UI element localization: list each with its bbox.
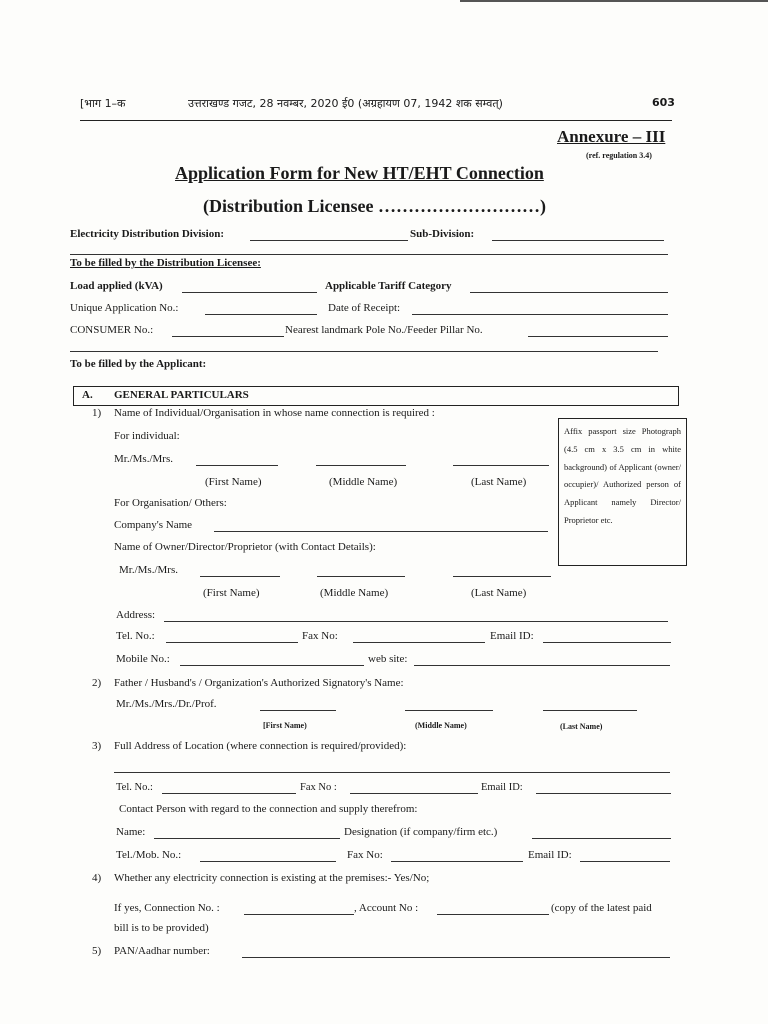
- q2-salutation-label: Mr./Ms./Mrs./Dr./Prof.: [116, 698, 217, 710]
- middle-name-field[interactable]: [316, 465, 406, 466]
- address-field[interactable]: [164, 621, 668, 622]
- q2-number: 2): [92, 677, 102, 689]
- receipt-field[interactable]: [412, 314, 668, 315]
- annexure-ref: (ref. regulation 3.4): [586, 151, 652, 160]
- header-rule: [80, 120, 672, 121]
- email-label: Email ID:: [490, 630, 534, 642]
- pan-aadhar-label: PAN/Aadhar number:: [114, 945, 210, 957]
- contact-person-label: Contact Person with regard to the connection and supply therefrom:: [119, 803, 418, 815]
- account-no-field[interactable]: [437, 914, 549, 915]
- q3-tel-field[interactable]: [162, 793, 296, 794]
- subdivision-label: Sub-Division:: [410, 228, 475, 240]
- mobile-field[interactable]: [180, 665, 364, 666]
- page-number: 603: [652, 96, 675, 109]
- owner-salutation-label: Mr./Ms./Mrs.: [119, 564, 178, 576]
- form-subtitle: (Distribution Licensee ………………………): [203, 196, 546, 216]
- website-field[interactable]: [414, 665, 670, 666]
- fax-label: Fax No:: [302, 630, 338, 642]
- unique-no-field[interactable]: [205, 314, 317, 315]
- q3-number: 3): [92, 740, 102, 752]
- contact-name-label: Name:: [116, 826, 146, 838]
- licensee-heading: To be filled by the Distribution Licensee:: [70, 257, 261, 269]
- q3-text: Full Address of Location (where connection is required/provided):: [114, 740, 407, 752]
- pan-aadhar-field[interactable]: [242, 957, 670, 958]
- q5-number: 5): [92, 945, 102, 957]
- form-title: Application Form for New HT/EHT Connection: [175, 163, 544, 183]
- fax-field[interactable]: [353, 642, 485, 643]
- q2-middle-name-field[interactable]: [405, 710, 493, 711]
- q2-first-name-field[interactable]: [260, 710, 336, 711]
- owner-middle-caption: (Middle Name): [320, 587, 389, 599]
- q3-email2-label: Email ID:: [528, 849, 572, 861]
- division-label: Electricity Distribution Division:: [70, 228, 224, 240]
- designation-label: Designation (if company/firm etc.): [344, 826, 498, 838]
- email-field[interactable]: [543, 642, 671, 643]
- division-field[interactable]: [250, 240, 408, 241]
- contact-name-field[interactable]: [154, 838, 340, 839]
- for-individual-label: For individual:: [114, 430, 180, 442]
- bill-provided-text: bill is to be provided): [114, 922, 209, 934]
- divider: [70, 351, 658, 352]
- account-no-label: , Account No :: [354, 902, 419, 914]
- tel-field[interactable]: [166, 642, 298, 643]
- tariff-label: Applicable Tariff Category: [325, 280, 452, 292]
- q4-number: 4): [92, 872, 102, 884]
- q3-fax2-label: Fax No:: [347, 849, 383, 861]
- designation-field[interactable]: [532, 838, 671, 839]
- header-gazette: उत्तराखण्ड गजट, 28 नवम्बर, 2020 ई0 (अग्रहायण 07, 1942 शक सम्वत्): [188, 97, 503, 110]
- owner-first-caption: (First Name): [203, 587, 260, 599]
- consumer-no-label: CONSUMER No.:: [70, 324, 154, 336]
- salutation-label: Mr./Ms./Mrs.: [114, 453, 173, 465]
- address-label: Address:: [116, 609, 156, 621]
- mobile-label: Mobile No.:: [116, 653, 170, 665]
- unique-no-label: Unique Application No.:: [70, 302, 179, 314]
- first-name-field[interactable]: [196, 465, 278, 466]
- q3-fax-field[interactable]: [350, 793, 478, 794]
- q1-number: 1): [92, 407, 102, 419]
- telmob-field[interactable]: [200, 861, 336, 862]
- photo-box: Affix passport size Photograph (4.5 cm x 3.5 cm in white background) of Applicant (owner/ occupier)/ Authorized person of Applicant namely Director/ Proprietor etc.: [558, 418, 687, 566]
- page-top-rule: [460, 0, 768, 2]
- tel-label: Tel. No.:: [116, 630, 155, 642]
- owner-middle-name-field[interactable]: [317, 576, 405, 577]
- load-applied-label: Load applied (kVA): [70, 280, 163, 292]
- q2-first-caption: [First Name): [263, 721, 307, 730]
- company-name-label: Company's Name: [114, 519, 193, 531]
- header-part: [भाग 1–क: [80, 97, 126, 110]
- q2-middle-caption: (Middle Name): [415, 721, 467, 730]
- applicant-heading: To be filled by the Applicant:: [70, 358, 207, 370]
- q2-last-name-field[interactable]: [543, 710, 637, 711]
- q3-email2-field[interactable]: [580, 861, 670, 862]
- telmob-label: Tel./Mob. No.:: [116, 849, 182, 861]
- q3-email-field[interactable]: [536, 793, 671, 794]
- q2-last-caption: (Last Name): [560, 722, 603, 731]
- q4-text: Whether any electricity connection is existing at the premises:- Yes/No;: [114, 872, 430, 884]
- for-org-label: For Organisation/ Others:: [114, 497, 227, 509]
- q2-text: Father / Husband's / Organization's Authorized Signatory's Name:: [114, 677, 404, 689]
- owner-last-caption: (Last Name): [471, 587, 527, 599]
- divider: [70, 254, 668, 255]
- website-label: web site:: [368, 653, 408, 665]
- landmark-label: Nearest landmark Pole No./Feeder Pillar No.: [285, 324, 483, 336]
- location-address-field[interactable]: [114, 772, 670, 773]
- company-name-field[interactable]: [214, 531, 548, 532]
- section-a-letter: A.: [82, 389, 93, 401]
- section-a-title: GENERAL PARTICULARS: [114, 389, 249, 401]
- q3-tel-label: Tel. No.:: [116, 782, 153, 793]
- middle-name-caption: (Middle Name): [329, 476, 398, 488]
- landmark-field[interactable]: [528, 336, 668, 337]
- consumer-no-field[interactable]: [172, 336, 284, 337]
- first-name-caption: (First Name): [205, 476, 262, 488]
- q1-text: Name of Individual/Organisation in whose name connection is required :: [114, 407, 435, 419]
- owner-first-name-field[interactable]: [200, 576, 280, 577]
- annexure-title: Annexure – III: [557, 127, 666, 146]
- q3-fax2-field[interactable]: [391, 861, 523, 862]
- copy-bill-text: (copy of the latest paid: [551, 902, 652, 914]
- tariff-field[interactable]: [470, 292, 668, 293]
- owner-last-name-field[interactable]: [453, 576, 551, 577]
- last-name-field[interactable]: [453, 465, 549, 466]
- last-name-caption: (Last Name): [471, 476, 527, 488]
- receipt-label: Date of Receipt:: [328, 302, 401, 314]
- q3-fax-label: Fax No :: [300, 782, 337, 793]
- connection-no-label: If yes, Connection No. :: [114, 902, 220, 914]
- q3-email-label: Email ID:: [481, 782, 523, 793]
- subdivision-field[interactable]: [492, 240, 664, 241]
- owner-label: Name of Owner/Director/Proprietor (with Contact Details):: [114, 541, 376, 553]
- load-applied-field[interactable]: [182, 292, 317, 293]
- connection-no-field[interactable]: [244, 914, 354, 915]
